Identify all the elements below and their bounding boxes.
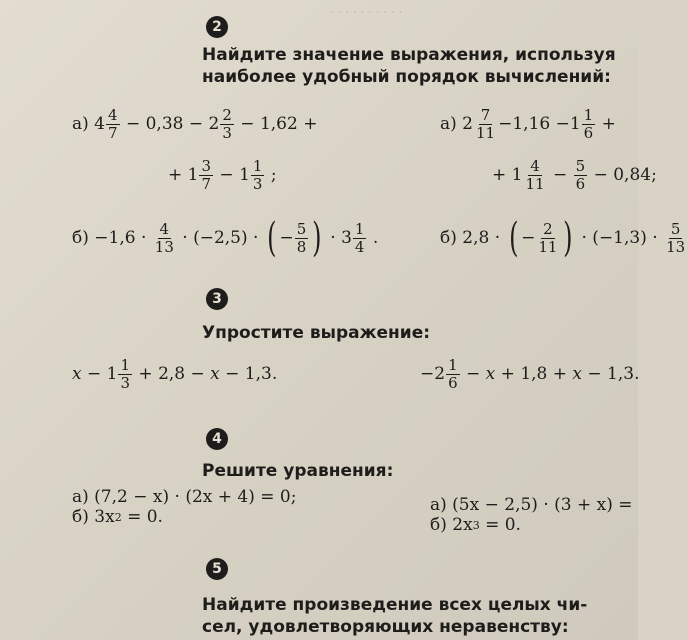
section-heading: сел, удовлетворяющих неравенству: — [202, 617, 569, 637]
expression-2a-right-cont: + 1 $\frac{4}{11}$ − $\frac{5}{6}$ − 0,84; — [492, 156, 657, 193]
item-label: б) — [72, 228, 89, 248]
bleed-through-text: . . . . . . . . . . — [330, 2, 403, 16]
equation-4a-left: а) (7,2 − x) · (2x + 4) = 0; — [72, 487, 297, 507]
section-number-badge: 2 — [206, 16, 228, 38]
expression-2a-left-cont: + 1 $\frac{3}{7}$ − 1 $\frac{1}{3}$ ; — [168, 156, 277, 193]
expression-2a-right: а) 2 $\frac{7}{11}$ −1,16 −1 $\frac{1}{6}$ + — [440, 105, 616, 142]
fraction: $\frac{2}{3}$ — [222, 105, 232, 142]
expression-3-left: x − 1 $\frac{1}{3}$ + 2,8 − x − 1,3. — [72, 355, 278, 392]
expression-2b-left: б) −1,6 · $\frac{4}{13}$ · (−2,5) · ( − $\frac{5}{8}$ ) · 3 $\frac{1}{4}$ . — [72, 215, 379, 261]
expression-2b-right: б) 2,8 · ( − $\frac{2}{11}$ ) · (−1,3) · $\frac{5}{13}$ — [440, 215, 686, 261]
item-label: а) — [72, 114, 89, 134]
expression-2a-left: а) 4 $\frac{4}{7}$ − 0,38 − 2 $\frac{2}{3}$ − 1,62 + — [72, 105, 318, 142]
section-heading: Решите уравнения: — [202, 461, 394, 481]
equation-4b-left: б) 3x 2 = 0. — [72, 507, 163, 527]
item-label: а) — [440, 114, 457, 134]
section-number-badge: 3 — [206, 288, 228, 310]
item-label: б) — [440, 228, 457, 248]
fraction: $\frac{4}{7}$ — [108, 105, 118, 142]
section-heading: Найдите произведение всех целых чи- — [202, 595, 588, 615]
section-number-badge: 4 — [206, 428, 228, 450]
section-heading: Упростите выражение: — [202, 323, 431, 343]
section-heading: наиболее удобный порядок вычислений: — [202, 67, 611, 87]
equation-4b-right: б) 2x 3 = 0. — [430, 515, 521, 535]
section-heading: Найдите значение выражения, используя — [202, 45, 616, 65]
equation-4a-right: а) (5x − 2,5) · (3 + x) = — [430, 495, 633, 515]
section-number-badge: 5 — [206, 558, 228, 580]
expression-3-right: −2 $\frac{1}{6}$ − x + 1,8 + x − 1,3. — [420, 355, 640, 392]
